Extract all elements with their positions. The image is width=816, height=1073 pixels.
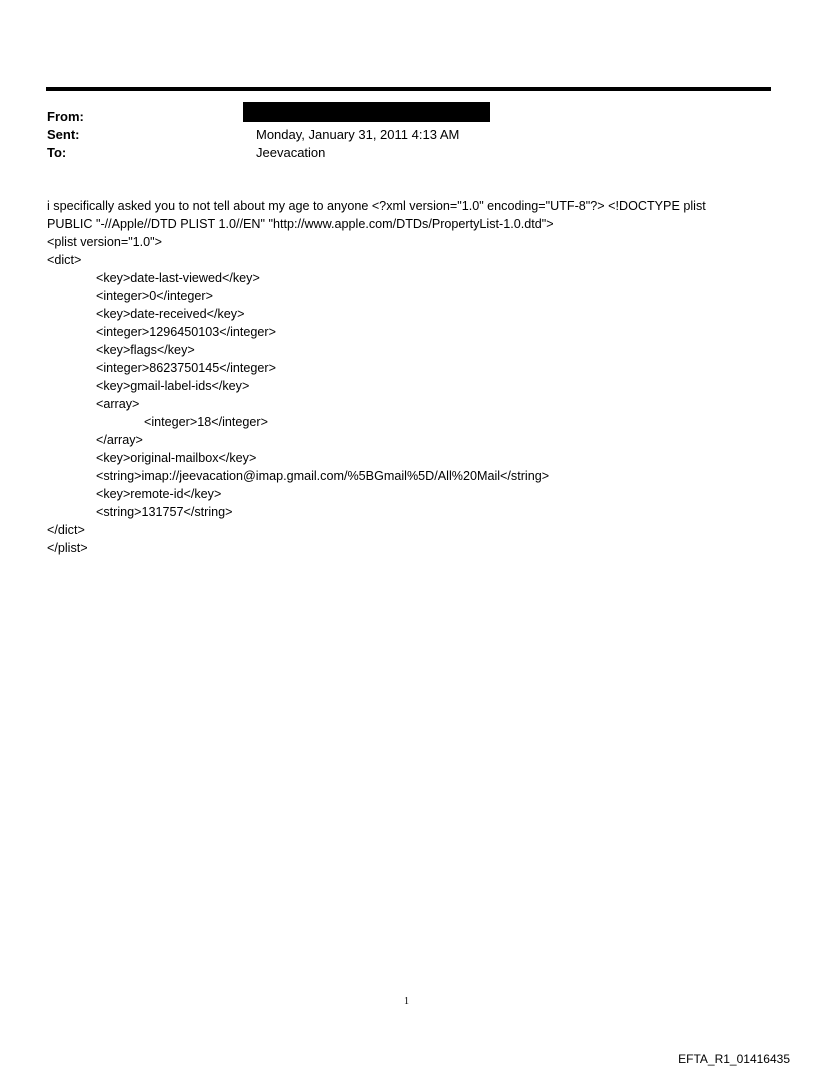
body-line: <integer>0</integer>	[96, 289, 213, 303]
body-line: </dict>	[47, 523, 85, 537]
to-value: Jeevacation	[256, 145, 326, 160]
body-line: </plist>	[47, 541, 88, 555]
body-line: <integer>1296450103</integer>	[96, 325, 276, 339]
header-rule	[46, 87, 771, 91]
sent-label: Sent:	[47, 127, 80, 142]
page-number: 1	[404, 996, 409, 1007]
from-value-redaction	[243, 102, 490, 122]
body-line: <plist version="1.0">	[47, 235, 163, 249]
body-line: <key>remote-id</key>	[96, 487, 222, 501]
body-line: <key>flags</key>	[96, 343, 195, 357]
body-line: <array>	[96, 397, 140, 411]
body-line: i specifically asked you to not tell about my age to anyone <?xml version="1.0" encoding="UTF-8"?> <!DOCTYPE plist	[47, 199, 706, 213]
body-line: <integer>18</integer>	[144, 415, 268, 429]
body-line: PUBLIC "-//Apple//DTD PLIST 1.0//EN" "http://www.apple.com/DTDs/PropertyList-1.0.dtd">	[47, 217, 554, 231]
sent-value: Monday, January 31, 2011 4:13 AM	[256, 127, 460, 142]
body-line: <key>original-mailbox</key>	[96, 451, 257, 465]
body-line: <string>imap://jeevacation@imap.gmail.com/%5BGmail%5D/All%20Mail</string>	[96, 469, 550, 483]
body-line: </array>	[96, 433, 143, 447]
body-line: <string>131757</string>	[96, 505, 233, 519]
body-line: <dict>	[47, 253, 82, 267]
body-line: <key>date-received</key>	[96, 307, 245, 321]
to-label: To:	[47, 145, 67, 160]
from-label: From:	[47, 109, 84, 124]
body-line: <key>gmail-label-ids</key>	[96, 379, 250, 393]
body-line: <integer>8623750145</integer>	[96, 361, 276, 375]
bates-number: EFTA_R1_01416435	[678, 1052, 790, 1066]
body-line: <key>date-last-viewed</key>	[96, 271, 260, 285]
